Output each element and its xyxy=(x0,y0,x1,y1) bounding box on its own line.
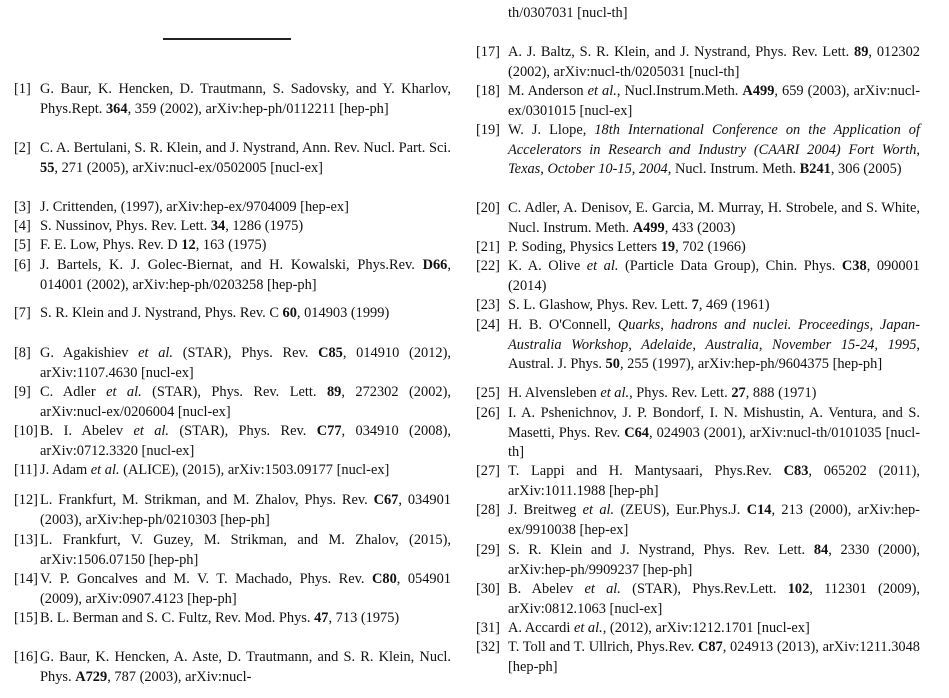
reference-text: C. Adler, A. Denisov, E. Garcia, M. Murray, H. Strobele, and S. White, Nucl. Instrum. Meth. A499, 433 (2003) xyxy=(508,200,920,236)
reference-number: [25] xyxy=(476,385,500,401)
reference-22 xyxy=(476,257,920,296)
reference-number: [9] xyxy=(14,384,31,400)
reference-10 xyxy=(14,422,451,461)
reference-26 xyxy=(476,404,920,463)
reference-15 xyxy=(14,609,451,629)
reference-7 xyxy=(14,304,451,324)
reference-text: T. Toll and T. Ullrich, Phys.Rev. C87, 024913 (2013), arXiv:1211.3048 [hep-ph] xyxy=(508,639,920,675)
reference-text: F. E. Low, Phys. Rev. D 12, 163 (1975) xyxy=(40,237,267,253)
reference-number: [11] xyxy=(14,462,38,478)
reference-number: [14] xyxy=(14,571,38,587)
reference-text: J. Bartels, K. J. Golec-Biernat, and H. Kowalski, Phys.Rev. D66, 014001 (2002), arXiv:hep-ph/0203258 [hep-ph] xyxy=(40,257,451,293)
reference-number: [15] xyxy=(14,610,38,626)
reference-number: [12] xyxy=(14,492,38,508)
reference-number: [5] xyxy=(14,237,31,253)
reference-number: [2] xyxy=(14,140,31,156)
reference-number: [4] xyxy=(14,218,31,234)
reference-text: C. A. Bertulani, S. R. Klein, and J. Nystrand, Ann. Rev. Nucl. Part. Sci. 55, 271 (2005), arXiv:nucl-ex/0502005 [nucl-ex] xyxy=(40,140,451,176)
reference-28 xyxy=(476,501,920,540)
reference-number: [8] xyxy=(14,345,31,361)
reference-11 xyxy=(14,461,451,481)
reference-number: [10] xyxy=(14,423,38,439)
reference-32 xyxy=(476,638,920,677)
reference-23 xyxy=(476,296,920,316)
reference-number: [24] xyxy=(476,317,500,333)
reference-25 xyxy=(476,384,920,404)
section-separator xyxy=(163,38,291,40)
reference-number: [7] xyxy=(14,305,31,321)
reference-text: L. Frankfurt, V. Guzey, M. Strikman, and M. Zhalov, (2015), arXiv:1506.07150 [hep-ph] xyxy=(40,532,451,568)
reference-18 xyxy=(476,82,920,121)
reference-12 xyxy=(14,491,451,530)
reference-number: [16] xyxy=(14,649,38,665)
reference-text: C. Adler et al. (STAR), Phys. Rev. Lett. 89, 272302 (2002), arXiv:nucl-ex/0206004 [nucl-ex] xyxy=(40,384,451,420)
reference-text: S. Nussinov, Phys. Rev. Lett. 34, 1286 (1975) xyxy=(40,218,304,234)
reference-text: S. R. Klein and J. Nystrand, Phys. Rev. C 60, 014903 (1999) xyxy=(40,305,390,321)
reference-text: P. Soding, Physics Letters 19, 702 (1966) xyxy=(508,239,746,255)
reference-19 xyxy=(476,121,920,180)
reference-number: [19] xyxy=(476,122,500,138)
reference-text: H. Alvensleben et al., Phys. Rev. Lett. 27, 888 (1971) xyxy=(508,385,817,401)
reference-number: [18] xyxy=(476,83,500,99)
reference-20 xyxy=(476,199,920,238)
reference-number: [28] xyxy=(476,502,500,518)
reference-number: [32] xyxy=(476,639,500,655)
reference-number: [30] xyxy=(476,581,500,597)
reference-21 xyxy=(476,238,920,258)
reference-17 xyxy=(476,43,920,82)
reference-text: B. I. Abelev et al. (STAR), Phys. Rev. C77, 034910 (2008), arXiv:0712.3320 [nucl-ex] xyxy=(40,423,452,459)
reference-text: M. Anderson et al., Nucl.Instrum.Meth. A499, 659 (2003), arXiv:nucl-ex/0301015 [nucl-ex] xyxy=(508,83,920,119)
reference-30 xyxy=(476,580,920,619)
reference-text: W. J. Llope, 18th International Conference on the Application of Accelerators in Research and Industry (CAARI 2004) Fort Worth, Texas, October 10-15, 2004, Nucl. Instrum. Meth. B241, 306 (2005) xyxy=(508,122,920,177)
reference-16-continuation: th/0307031 [nucl-th] xyxy=(508,5,628,21)
reference-27 xyxy=(476,462,920,501)
reference-number: [26] xyxy=(476,405,500,421)
reference-text: L. Frankfurt, M. Strikman, and M. Zhalov, Phys. Rev. C67, 034901 (2003), arXiv:hep-ph/0210303 [hep-ph] xyxy=(40,492,451,528)
reference-text: S. R. Klein and J. Nystrand, Phys. Rev. Lett. 84, 2330 (2000), arXiv:hep-ph/9909237 [hep-ph] xyxy=(508,542,920,578)
reference-text: K. A. Olive et al. (Particle Data Group), Chin. Phys. C38, 090001 (2014) xyxy=(508,258,921,294)
reference-text: S. L. Glashow, Phys. Rev. Lett. 7, 469 (1961) xyxy=(508,297,770,313)
reference-24 xyxy=(476,316,920,375)
reference-number: [13] xyxy=(14,532,38,548)
reference-1 xyxy=(14,80,451,119)
reference-number: [29] xyxy=(476,542,500,558)
reference-13 xyxy=(14,531,451,570)
reference-9 xyxy=(14,383,451,422)
reference-text: V. P. Goncalves and M. V. T. Machado, Phys. Rev. C80, 054901 (2009), arXiv:0907.4123 [hep-ph] xyxy=(40,571,451,607)
reference-14 xyxy=(14,570,451,609)
reference-2 xyxy=(14,139,451,178)
reference-text: J. Crittenden, (1997), arXiv:hep-ex/9704009 [hep-ex] xyxy=(40,199,349,215)
reference-text: G. Baur, K. Hencken, A. Aste, D. Trautmann, and S. R. Klein, Nucl. Phys. A729, 787 (2003), arXiv:nucl- xyxy=(40,649,451,685)
reference-16 xyxy=(14,648,451,687)
reference-text: H. B. O'Connell, Quarks, hadrons and nuclei. Proceedings, Japan-Australia Workshop, Adelaide, Australia, November 15-24, 1995, Austral. J. Phys. 50, 255 (1997), arXiv:hep-ph/9604375 [hep-ph] xyxy=(508,317,920,372)
reference-number: [17] xyxy=(476,44,500,60)
reference-text: J. Adam et al. (ALICE), (2015), arXiv:1503.09177 [nucl-ex] xyxy=(40,462,390,478)
reference-number: [23] xyxy=(476,297,500,313)
reference-number: [27] xyxy=(476,463,500,479)
reference-29 xyxy=(476,541,920,580)
reference-text: A. Accardi et al., (2012), arXiv:1212.1701 [nucl-ex] xyxy=(508,620,810,636)
reference-text: G. Baur, K. Hencken, D. Trautmann, S. Sadovsky, and Y. Kharlov, Phys.Rept. 364, 359 (2002), arXiv:hep-ph/0112211 [hep-ph] xyxy=(40,81,451,117)
reference-number: [20] xyxy=(476,200,500,216)
reference-number: [3] xyxy=(14,199,31,215)
reference-number: [31] xyxy=(476,620,500,636)
reference-8 xyxy=(14,344,451,383)
reference-number: [21] xyxy=(476,239,500,255)
reference-text: T. Lappi and H. Mantysaari, Phys.Rev. C83, 065202 (2011), arXiv:1011.1988 [hep-ph] xyxy=(508,463,920,499)
reference-number: [1] xyxy=(14,81,31,97)
reference-4 xyxy=(14,217,451,237)
reference-text: A. J. Baltz, S. R. Klein, and J. Nystrand, Phys. Rev. Lett. 89, 012302 (2002), arXiv:nucl-th/0205031 [nucl-th] xyxy=(508,44,920,80)
reference-6 xyxy=(14,256,451,295)
reference-number: [6] xyxy=(14,257,31,273)
reference-31 xyxy=(476,619,920,639)
reference-5 xyxy=(14,236,451,256)
reference-text: B. Abelev et al. (STAR), Phys.Rev.Lett. 102, 112301 (2009), arXiv:0812.1063 [nucl-ex] xyxy=(508,581,920,617)
reference-text: B. L. Berman and S. C. Fultz, Rev. Mod. Phys. 47, 713 (1975) xyxy=(40,610,400,626)
reference-3 xyxy=(14,198,451,218)
reference-text: G. Agakishiev et al. (STAR), Phys. Rev. C85, 014910 (2012), arXiv:1107.4630 [nucl-ex] xyxy=(40,345,451,381)
reference-text: I. A. Pshenichnov, J. P. Bondorf, I. N. Mishustin, A. Ventura, and S. Masetti, Phys. Rev. C64, 024903 (2001), arXiv:nucl-th/0101035 [nucl-th] xyxy=(508,405,920,460)
reference-number: [22] xyxy=(476,258,500,274)
reference-text: J. Breitweg et al. (ZEUS), Eur.Phys.J. C14, 213 (2000), arXiv:hep-ex/9910038 [hep-ex] xyxy=(508,502,920,538)
